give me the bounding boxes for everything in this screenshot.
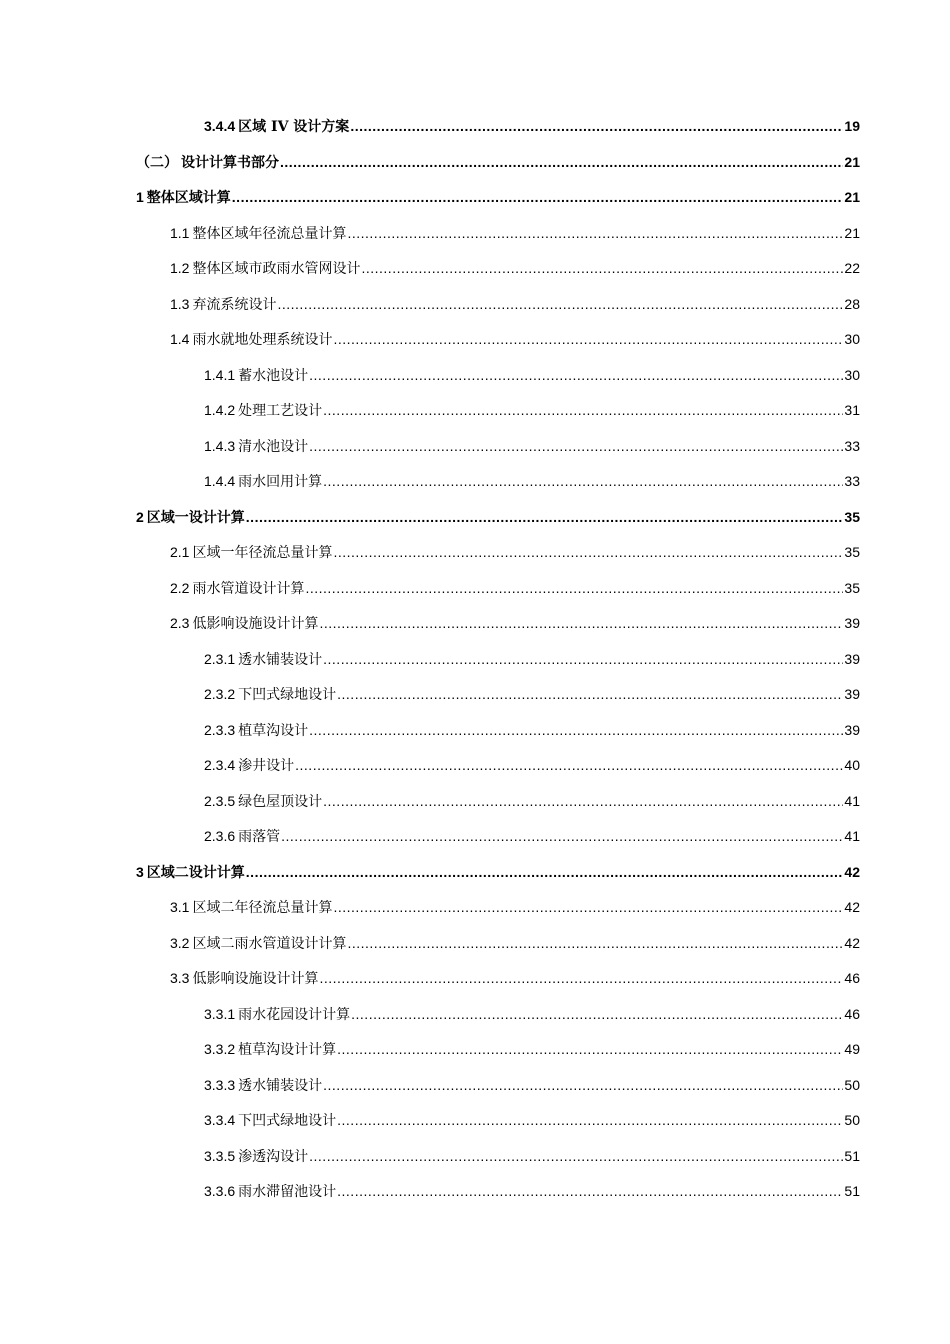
toc-entry-page: 46 (844, 970, 860, 986)
toc-entry-page: 21 (844, 225, 860, 241)
toc-entry[interactable] (170, 931, 860, 955)
toc-entry-number: 2.3.5 (204, 793, 236, 809)
toc-entry-number: 1 (136, 189, 144, 205)
toc-entry-page: 42 (844, 864, 860, 880)
toc-entry-title: 雨水管道设计计算 (192, 581, 305, 597)
toc-dot-leader (281, 824, 843, 848)
toc-entry-page: 39 (844, 686, 860, 702)
toc-entry[interactable] (204, 1037, 860, 1061)
toc-entry[interactable] (204, 1179, 860, 1203)
toc-dot-leader (319, 966, 843, 990)
toc-entry-number: 3.3.3 (204, 1077, 236, 1093)
toc-entry-number: （二） (136, 154, 178, 170)
toc-entry-title: 植草沟设计 (238, 723, 309, 739)
toc-entry-title: 整体区域年径流总量计算 (192, 226, 347, 242)
toc-entry-page: 30 (844, 367, 860, 383)
toc-dot-leader (232, 185, 844, 209)
toc-entry[interactable] (204, 682, 860, 706)
toc-entry-number: 2.3.1 (204, 651, 236, 667)
toc-dot-leader (361, 256, 843, 280)
toc-entry-page: 21 (844, 189, 860, 205)
toc-entry-page: 46 (844, 1006, 860, 1022)
toc-entry-title: 透水铺装设计 (238, 652, 323, 668)
toc-entry[interactable] (170, 221, 860, 245)
toc-entry[interactable] (204, 1144, 860, 1168)
toc-entry-title: 低影响设施设计计算 (192, 616, 319, 632)
toc-entry-page: 50 (844, 1112, 860, 1128)
toc-dot-leader (305, 576, 843, 600)
toc-dot-leader (323, 398, 843, 422)
toc-dot-leader (309, 434, 843, 458)
toc-entry[interactable] (204, 647, 860, 671)
toc-entry[interactable] (204, 363, 860, 387)
toc-entry-page: 42 (844, 935, 860, 951)
toc-entry-page: 35 (844, 509, 860, 525)
toc-entry-title: 雨水花园设计计算 (238, 1007, 351, 1023)
toc-dot-leader (280, 150, 843, 174)
toc-entry[interactable] (170, 895, 860, 919)
toc-entry-title: 蓄水池设计 (238, 368, 309, 384)
toc-entry-title: 下凹式绿地设计 (238, 687, 337, 703)
toc-entry[interactable] (204, 1073, 860, 1097)
toc-dot-leader (337, 1037, 843, 1061)
toc-entry[interactable] (204, 114, 860, 138)
toc-dot-leader (323, 647, 843, 671)
toc-entry-page: 51 (844, 1183, 860, 1199)
toc-dot-leader (309, 363, 843, 387)
toc-entry[interactable] (136, 860, 860, 884)
toc-entry[interactable] (204, 753, 860, 777)
toc-entry[interactable] (170, 611, 860, 635)
toc-entry-title: 下凹式绿地设计 (238, 1113, 337, 1129)
toc-entry[interactable] (136, 505, 860, 529)
toc-entry-title: 渗透沟设计 (238, 1149, 309, 1165)
toc-dot-leader (333, 327, 843, 351)
toc-entry[interactable] (136, 185, 860, 209)
toc-entry-number: 1.2 (170, 260, 190, 276)
toc-entry-number: 3.3 (170, 970, 190, 986)
toc-entry-page: 31 (844, 402, 860, 418)
toc-entry-number: 3.1 (170, 899, 190, 915)
toc-entry-page: 28 (844, 296, 860, 312)
toc-entry-page: 41 (844, 793, 860, 809)
toc-entry-title: 区域一年径流总量计算 (192, 545, 333, 561)
toc-dot-leader (333, 540, 843, 564)
toc-dot-leader (277, 292, 843, 316)
toc-dot-leader (246, 505, 844, 529)
toc-entry-number: 3.3.1 (204, 1006, 236, 1022)
toc-entry-title: 区域二雨水管道设计计算 (192, 936, 347, 952)
toc-entry-page: 51 (844, 1148, 860, 1164)
toc-entry[interactable] (204, 789, 860, 813)
toc-entry-page: 50 (844, 1077, 860, 1093)
toc-entry-number: 1.4.4 (204, 473, 236, 489)
toc-entry[interactable] (170, 292, 860, 316)
toc-entry-number: 2.3.4 (204, 757, 236, 773)
toc-entry[interactable] (170, 256, 860, 280)
toc-entry-title: 低影响设施设计计算 (192, 971, 319, 987)
toc-entry-title: 区域一设计计算 (146, 510, 245, 526)
toc-entry-title: 整体区域计算 (146, 190, 231, 206)
toc-entry-title: 弃流系统设计 (192, 297, 277, 313)
toc-dot-leader (347, 931, 843, 955)
toc-entry-number: 1.4.3 (204, 438, 236, 454)
toc-entry-title: 雨水就地处理系统设计 (192, 332, 333, 348)
toc-entry-page: 21 (844, 154, 860, 170)
toc-entry-title: 植草沟设计计算 (238, 1042, 337, 1058)
toc-entry-number: 1.4 (170, 331, 190, 347)
toc-entry[interactable] (204, 1108, 860, 1132)
toc-entry-title: 透水铺装设计 (238, 1078, 323, 1094)
toc-entry[interactable] (170, 576, 860, 600)
toc-entry-number: 2.3 (170, 615, 190, 631)
toc-entry-page: 22 (844, 260, 860, 276)
toc-dot-leader (350, 114, 843, 138)
toc-entry[interactable] (204, 469, 860, 493)
toc-entry-number: 2.3.2 (204, 686, 236, 702)
toc-dot-leader (351, 1002, 843, 1026)
toc-entry-title: 区域二设计计算 (146, 865, 245, 881)
toc-dot-leader (333, 895, 843, 919)
toc-entry-number: 3.3.2 (204, 1041, 236, 1057)
toc-entry-number: 3.4.4 (204, 118, 236, 134)
toc-entry-title: 区域 IV 设计方案 (238, 119, 350, 135)
toc-entry[interactable] (170, 540, 860, 564)
toc-dot-leader (309, 718, 843, 742)
toc-dot-leader (323, 1073, 843, 1097)
toc-dot-leader (347, 221, 843, 245)
toc-entry[interactable] (136, 150, 860, 174)
toc-entry-number: 2.1 (170, 544, 190, 560)
toc-entry-number: 2 (136, 509, 144, 525)
toc-entry-page: 49 (844, 1041, 860, 1057)
toc-entry-number: 3.3.4 (204, 1112, 236, 1128)
toc-entry-number: 1.4.2 (204, 402, 236, 418)
toc-entry-number: 3.3.5 (204, 1148, 236, 1164)
toc-entry-number: 3.2 (170, 935, 190, 951)
toc-entry-number: 3 (136, 864, 144, 880)
toc-entry-number: 1.4.1 (204, 367, 236, 383)
toc-entry-number: 3.3.6 (204, 1183, 236, 1199)
toc-entry-title: 区域二年径流总量计算 (192, 900, 333, 916)
toc-entry-number: 2.2 (170, 580, 190, 596)
toc-entry-number: 1.1 (170, 225, 190, 241)
toc-dot-leader (295, 753, 843, 777)
toc-entry-title: 绿色屋顶设计 (238, 794, 323, 810)
toc-entry[interactable] (204, 1002, 860, 1026)
toc-dot-leader (246, 860, 844, 884)
toc-entry-page: 35 (844, 544, 860, 560)
toc-entry-page: 39 (844, 722, 860, 738)
toc-entry-page: 41 (844, 828, 860, 844)
toc-entry-page: 19 (844, 118, 860, 134)
toc-entry-page: 33 (844, 473, 860, 489)
toc-entry-page: 39 (844, 651, 860, 667)
toc-entry[interactable] (170, 966, 860, 990)
toc-entry-page: 35 (844, 580, 860, 596)
toc-entry-page: 30 (844, 331, 860, 347)
toc-entry-title: 渗井设计 (238, 758, 295, 774)
toc-dot-leader (323, 789, 843, 813)
toc-entry-page: 42 (844, 899, 860, 915)
toc-entry[interactable] (204, 824, 860, 848)
toc-entry-page: 33 (844, 438, 860, 454)
toc-entry[interactable] (204, 434, 860, 458)
toc-dot-leader (323, 469, 843, 493)
toc-dot-leader (337, 1179, 843, 1203)
toc-dot-leader (319, 611, 843, 635)
toc-entry[interactable] (170, 327, 860, 351)
toc-dot-leader (337, 682, 843, 706)
toc-entry[interactable] (204, 398, 860, 422)
toc-dot-leader (337, 1108, 843, 1132)
toc-entry-page: 40 (844, 757, 860, 773)
toc-entry-number: 2.3.6 (204, 828, 236, 844)
toc-entry-title: 处理工艺设计 (238, 403, 323, 419)
toc-entry[interactable] (204, 718, 860, 742)
toc-entry-title: 设计计算书部分 (181, 155, 279, 171)
toc-entry-page: 39 (844, 615, 860, 631)
toc-entry-number: 1.3 (170, 296, 190, 312)
toc-entry-title: 整体区域市政雨水管网设计 (192, 261, 361, 277)
toc-entry-title: 清水池设计 (238, 439, 309, 455)
toc-entry-title: 雨水回用计算 (238, 474, 323, 490)
toc-dot-leader (309, 1144, 843, 1168)
toc-entry-title: 雨水滞留池设计 (238, 1184, 337, 1200)
toc-entry-number: 2.3.3 (204, 722, 236, 738)
toc-entry-title: 雨落管 (238, 829, 281, 845)
